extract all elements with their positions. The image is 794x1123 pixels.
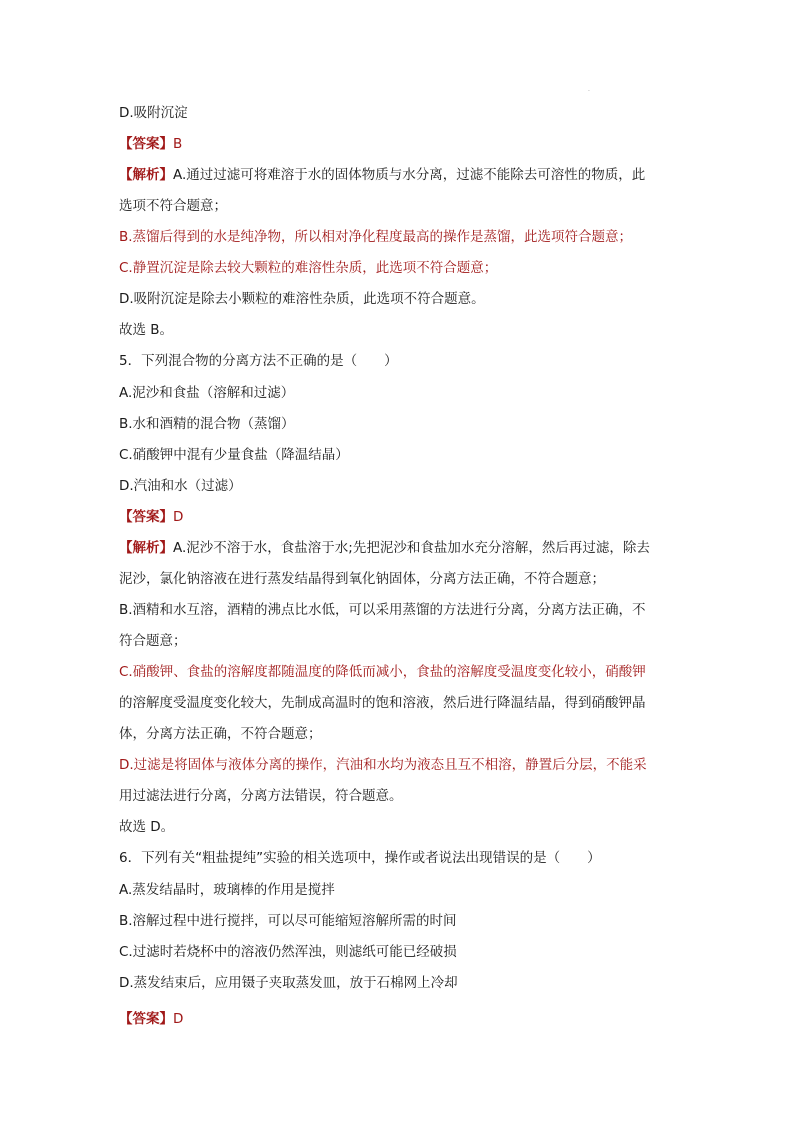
q5-analysis-d-line2: 用过滤法进行分离，分离方法错误，符合题意。 — [119, 788, 403, 804]
analysis-tag: 【解析】 — [119, 540, 173, 556]
q4-analysis-a-line1 — [119, 165, 645, 185]
q5-analysis-a-line2: 泥沙，氯化钠溶液在进行蒸发结晶得到氧化钠固体，分离方法正确，不符合题意； — [119, 571, 605, 587]
q5-option-b: B.水和酒精的混合物（蒸馏） — [119, 416, 295, 432]
answer-tag: 【答案】 — [119, 509, 173, 525]
q4-analysis-d: D.吸附沉淀是除去小颗粒的难溶性杂质，此选项不符合题意。 — [119, 291, 485, 307]
analysis-text: A.泥沙不溶于水，食盐溶于水;先把泥沙和食盐加水充分溶解，然后再过滤，除去 — [173, 540, 650, 556]
answer-value: D — [173, 509, 184, 525]
q6-stem: 6．下列有关“粗盐提纯”实验的相关选项中，操作或者说法出现错误的是（ ） — [119, 850, 601, 866]
q6-option-a: A.蒸发结晶时，玻璃棒的作用是搅拌 — [119, 882, 335, 898]
q5-analysis-b-line1: B.酒精和水互溶，酒精的沸点比水低，可以采用蒸馏的方法进行分离，分离方法正确，不 — [119, 602, 646, 618]
q6-option-b: B.溶解过程中进行搅拌，可以尽可能缩短溶解所需的时间 — [119, 913, 457, 929]
q6-option-d: D.蒸发结束后，应用镊子夹取蒸发皿，放于石棉网上冷却 — [119, 975, 458, 991]
q5-analysis-d-line1: D.过滤是将固体与液体分离的操作，汽油和水均为液态且互不相溶，静置后分层，不能采 — [119, 757, 647, 773]
q4-answer-line — [119, 134, 182, 154]
q5-conclusion: 故选 D。 — [119, 819, 175, 835]
q6-option-c: C.过滤时若烧杯中的溶液仍然浑浊，则滤纸可能已经破损 — [119, 944, 457, 960]
q5-option-d: D.汽油和水（过滤） — [119, 478, 242, 494]
q4-conclusion: 故选 B。 — [119, 322, 174, 338]
q6-answer-line — [119, 1009, 183, 1029]
q5-option-c: C.硝酸钾中混有少量食盐（降温结晶） — [119, 447, 349, 463]
q4-option-d: D.吸附沉淀 — [119, 105, 188, 121]
answer-tag: 【答案】 — [119, 136, 173, 152]
q5-analysis-b-line2: 符合题意； — [119, 633, 187, 649]
answer-tag: 【答案】 — [119, 1011, 173, 1027]
answer-value: D — [173, 1011, 184, 1027]
answer-value: B — [173, 136, 183, 152]
q4-analysis-b: B.蒸馏后得到的水是纯净物，所以相对净化程度最高的操作是蒸馏，此选项符合题意； — [119, 229, 633, 245]
q5-analysis-a-line1 — [119, 538, 650, 558]
q5-stem: 5．下列混合物的分离方法不正确的是（ ） — [119, 353, 398, 369]
analysis-text: A.通过过滤可将难溶于水的固体物质与水分离，过滤不能除去可溶性的物质，此 — [173, 167, 646, 183]
q5-analysis-c-line3: 体，分离方法正确，不符合题意； — [119, 726, 322, 742]
q5-analysis-c-line1: C.硝酸钾、食盐的溶解度都随温度的降低而减小，食盐的溶解度受温度变化较小，硝酸钾 — [119, 664, 646, 680]
q4-analysis-c: C.静置沉淀是除去较大颗粒的难溶性杂质，此选项不符合题意； — [119, 260, 498, 276]
analysis-tag: 【解析】 — [119, 167, 173, 183]
page-mark: · — [588, 88, 590, 95]
q5-answer-line — [119, 507, 183, 527]
q5-analysis-c-line2: 的溶解度受温度变化较大，先制成高温时的饱和溶液，然后进行降温结晶，得到硝酸钾晶 — [119, 695, 646, 711]
q5-option-a: A.泥沙和食盐（溶解和过滤） — [119, 385, 295, 401]
q4-analysis-a-line2: 选项不符合题意； — [119, 198, 227, 214]
